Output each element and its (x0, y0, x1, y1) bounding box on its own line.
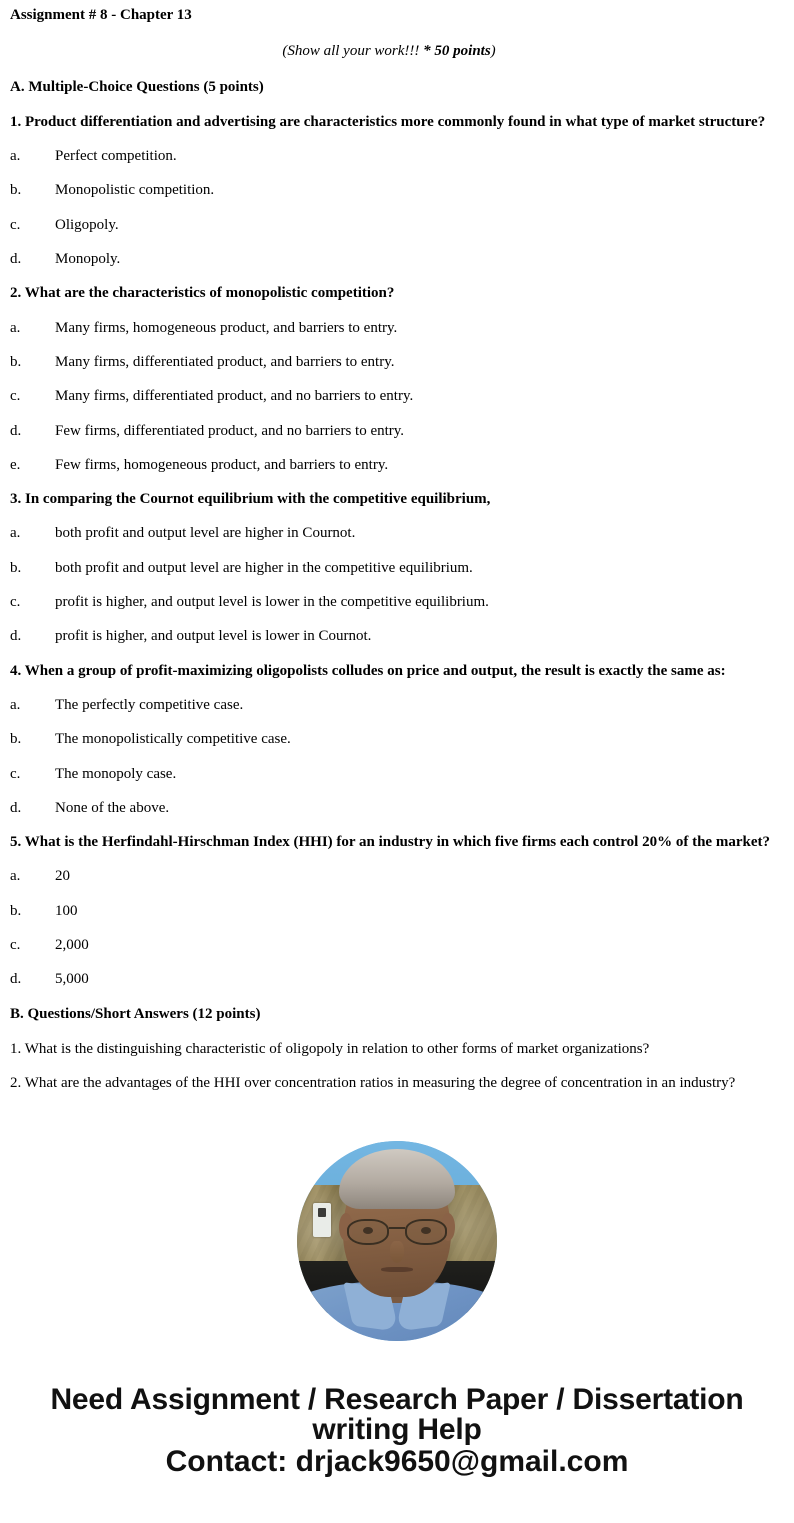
question-3-option-d[interactable] (10, 627, 784, 645)
section-a-heading: A. Multiple-Choice Questions (5 points) (10, 78, 264, 95)
question-4-option-c[interactable] (10, 765, 784, 783)
question-2-option-b[interactable] (10, 353, 784, 371)
option-letter: c. (10, 388, 21, 405)
option-letter: d. (10, 799, 22, 816)
option-text: 100 (55, 902, 78, 919)
avatar-container (10, 1141, 784, 1341)
option-text: 2,000 (55, 937, 89, 954)
option-text: Many firms, differentiated product, and barriers to entry. (55, 353, 395, 370)
question-4-text: 4. When a group of profit-maximizing oligopolists colludes on price and output, the result is exactly the same as: (10, 662, 726, 679)
avatar (297, 1141, 497, 1341)
option-text: Few firms, differentiated product, and no barriers to entry. (55, 422, 405, 439)
question-5-option-d[interactable] (10, 970, 784, 988)
question-5-option-c[interactable] (10, 936, 784, 954)
question-1-option-b[interactable] (10, 181, 784, 199)
footer-contact-line[interactable]: Contact: drjack9650@gmail.com (165, 1444, 629, 1478)
question-1-option-a[interactable] (10, 147, 784, 165)
footer (10, 1382, 784, 1478)
avatar-glasses-bridge (389, 1227, 405, 1229)
question-4-option-b[interactable] (10, 730, 784, 748)
option-text: Few firms, homogeneous product, and barriers to entry. (55, 456, 389, 473)
option-text: both profit and output level are higher in the competitive equilibrium. (55, 559, 473, 576)
instructions-line (10, 42, 784, 60)
question-3-option-c[interactable] (10, 593, 784, 611)
option-letter: c. (10, 765, 21, 782)
avatar-mouth (381, 1267, 413, 1272)
avatar-nose (390, 1241, 404, 1263)
page-title: Assignment # 8 - Chapter 13 (10, 7, 192, 23)
points-value: * 50 points (423, 43, 491, 60)
option-letter: b. (10, 353, 22, 370)
section-b-question-2: 2. What are the advantages of the HHI over concentration ratios in measuring the degree of concentration in an industry? (10, 1075, 736, 1092)
option-text: 5,000 (55, 971, 89, 988)
option-letter: d. (10, 251, 22, 268)
instructions-text: (Show all your work!!! (282, 43, 424, 60)
avatar-lens-right (405, 1219, 447, 1245)
question-5-option-a[interactable] (10, 867, 784, 885)
option-letter: c. (10, 594, 21, 611)
question-3-option-b[interactable] (10, 559, 784, 577)
option-letter: b. (10, 902, 22, 919)
option-letter: a. (10, 319, 21, 336)
option-letter: a. (10, 148, 21, 165)
question-4-option-d[interactable] (10, 799, 784, 817)
option-text: Monopolistic competition. (55, 182, 215, 199)
option-text: Many firms, homogeneous product, and barriers to entry. (55, 319, 398, 336)
option-text: The monopolistically competitive case. (55, 731, 291, 748)
question-1-text: 1. Product differentiation and advertising are characteristics more commonly found in what type of market structure? (10, 113, 766, 130)
question-3-text: 3. In comparing the Cournot equilibrium with the competitive equilibrium, (10, 491, 491, 508)
option-text: profit is higher, and output level is lower in the competitive equilibrium. (55, 594, 489, 611)
option-letter: d. (10, 628, 22, 645)
option-letter: a. (10, 868, 21, 885)
option-letter: c. (10, 216, 21, 233)
option-text: Oligopoly. (55, 216, 119, 233)
question-5-text: 5. What is the Herfindahl-Hirschman Index (HHI) for an industry in which five firms each control 20% of the market? (10, 834, 770, 851)
option-text: profit is higher, and output level is lower in Cournot. (55, 628, 372, 645)
question-2-option-e[interactable] (10, 456, 784, 474)
option-letter: a. (10, 696, 21, 713)
question-4-option-a[interactable] (10, 696, 784, 714)
option-text: both profit and output level are higher in Cournot. (55, 525, 356, 542)
option-letter: a. (10, 525, 21, 542)
option-letter: d. (10, 422, 22, 439)
option-letter: b. (10, 182, 22, 199)
question-1-option-c[interactable] (10, 216, 784, 234)
avatar-wall-switch (313, 1203, 331, 1237)
option-letter: e. (10, 456, 21, 473)
question-5-option-b[interactable] (10, 902, 784, 920)
option-letter: c. (10, 937, 21, 954)
option-text: The monopoly case. (55, 765, 177, 782)
question-2-option-d[interactable] (10, 422, 784, 440)
question-2-option-a[interactable] (10, 319, 784, 337)
question-2-option-c[interactable] (10, 387, 784, 405)
option-text: Monopoly. (55, 251, 121, 268)
avatar-lens-left (347, 1219, 389, 1245)
option-letter: b. (10, 559, 22, 576)
question-1-option-d[interactable] (10, 250, 784, 268)
option-text: Perfect competition. (55, 148, 177, 165)
instructions-close-paren: ) (490, 43, 496, 60)
section-b-heading: B. Questions/Short Answers (12 points) (10, 1005, 261, 1022)
option-letter: d. (10, 971, 22, 988)
question-3-option-a[interactable] (10, 524, 784, 542)
option-text: 20 (55, 868, 70, 885)
option-text: Many firms, differentiated product, and no barriers to entry. (55, 388, 414, 405)
footer-service-line: Need Assignment / Research Paper / Dissertation writing Help (50, 1382, 744, 1446)
section-b-question-1: 1. What is the distinguishing characteristic of oligopoly in relation to other forms of market organizations? (10, 1040, 650, 1057)
option-letter: b. (10, 731, 22, 748)
option-text: None of the above. (55, 799, 170, 816)
option-text: The perfectly competitive case. (55, 696, 244, 713)
question-2-text: 2. What are the characteristics of monopolistic competition? (10, 285, 395, 302)
